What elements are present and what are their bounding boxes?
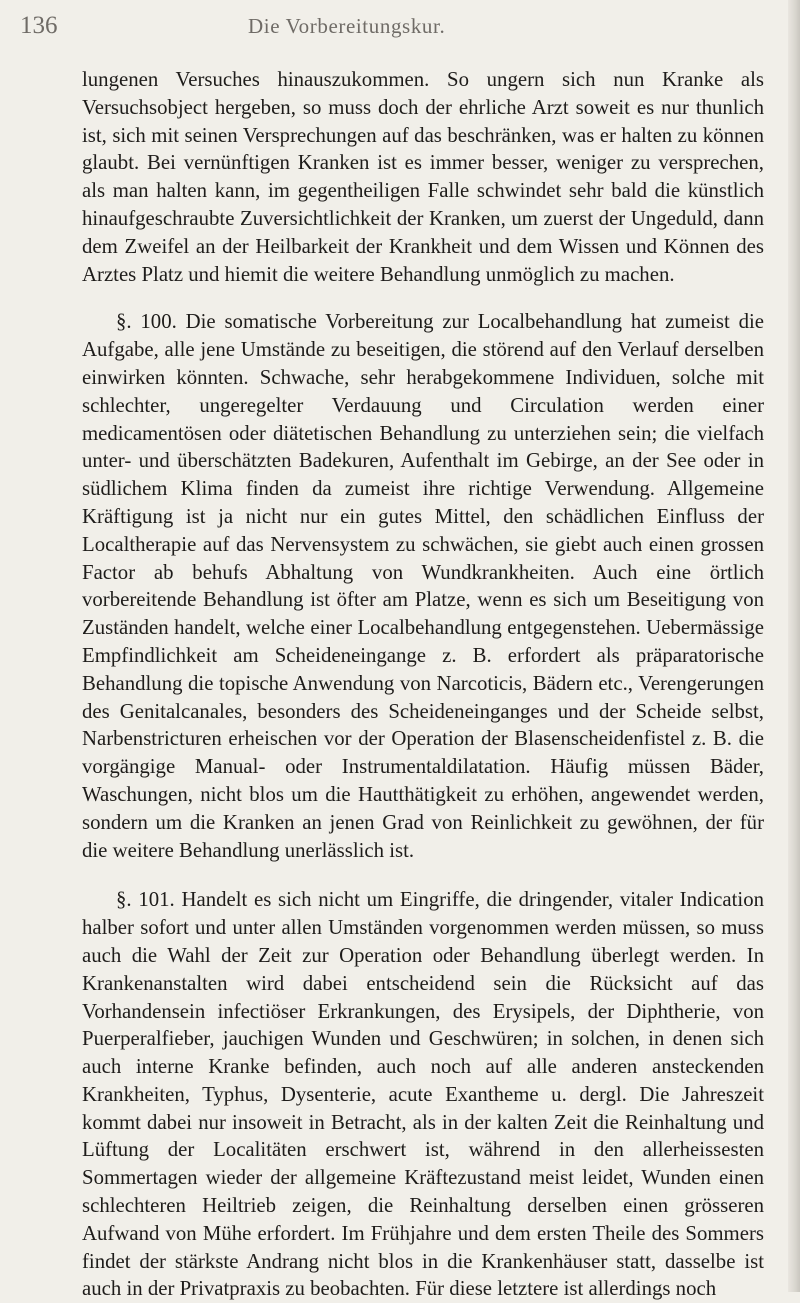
paragraph-section-101: §. 101. Handelt es sich nicht um Eingriffe, die dringender, vitaler Indication halber sofort und unter allen Umständen vorgenommen werden müssen, so muss auch die Wahl der Zeit zur Operation oder Behandlung überlegt werden. In Krankenanstalten wird dabei entscheidend sein die Rücksicht auf das Vorhandensein infectiöser Erkrankungen, des Erysipels, der Diphtherie, von Puerperalfieber, jauchigen Wunden und Geschwüren; in solchen, in denen sich auch interne Kranke befinden, auch noch auf alle anderen ansteckenden Krankheiten, Typhus, Dysenterie, acute Exantheme u. dergl. Die Jahreszeit kommt dabei nur insoweit in Betracht, als in der kalten Zeit die Reinhaltung und Lüftung der Localitäten erschwert ist, während in den allerheissesten Sommertagen wieder der allgemeine Kräftezustand meist leidet, Wunden einen schlechteren Heiltrieb zeigen, die Reinhaltung derselben einen grösseren Aufwand von Mühe erfordert. Im Frühjahre und dem ersten Theile des Sommers findet der stärkste Andrang nicht blos in die Krankenhäuser statt, dasselbe ist auch in der Privatpraxis zu beobachten. Für diese letztere ist allerdings noch xyxy=(82,888,764,1301)
body-text xyxy=(82,66,764,1303)
running-head: Die Vorbereitungskur. xyxy=(248,14,446,38)
page-number: 136 xyxy=(20,12,58,39)
paragraph-section-100: §. 100. Die somatische Vorbereitung zur Localbehandlung hat zumeist die Aufgabe, alle jene Umstände zu beseitigen, die störend auf den Verlauf derselben einwirken könnten. Schwache, sehr herabgekommene Individuen, solche mit schlechter, ungeregelter Verdauung und Circulation werden einer medicamentösen oder diätetischen Behandlung zu unterziehen sein; die vielfach unter- und überschätzten Badekuren, Aufenthalt im Gebirge, an der See oder in südlichem Klima finden da zumeist ihre richtige Verwendung. Allgemeine Kräftigung ist ja nicht nur ein gutes Mittel, den schädlichen Einfluss der Localtherapie auf das Nervensystem zu schwächen, sie giebt auch einen grossen Factor ab behufs Abhaltung von Wundkrankheiten. Auch eine örtlich vorbereitende Behandlung ist öfter am Platze, wenn es sich um Beseitigung von Zuständen handelt, welche einer Localbehandlung entgegenstehen. Uebermässige Empfindlichkeit am Scheideneingange z. B. erfordert als präparatorische Behandlung die topische Anwendung von Narcoticis, Bädern etc., Verengerungen des Genitalcanales, besonders des Scheideneinganges und der Scheide selbst, Narbenstricturen erheischen vor der Operation der Blasenscheidenfistel z. B. die vorgängige Manual- oder Instrumentaldilatation. Häufig müssen Bäder, Waschungen, nicht blos um die Hautthätigkeit zu erhöhen, angewendet werden, sondern um die Kranken an jenen Grad von Reinlichkeit zu gewöhnen, der für die weitere Behandlung unerlässlich ist. xyxy=(82,310,764,862)
page-edge-shadow xyxy=(788,0,800,1292)
page-header xyxy=(20,12,780,46)
paragraph-continuation: lungenen Versuches hinauszukommen. So ungern sich nun Kranke als Versuchsobject hergeben, so muss doch der ehrliche Arzt soweit es nur thunlich ist, sich mit seinen Versprechungen auf das beschränken, was er halten zu können glaubt. Bei vernünftigen Kranken ist es immer besser, weniger zu versprechen, als man halten kann, im gegentheiligen Falle schwindet sehr bald die künstlich hinaufgeschraubte Zuversichtlichkeit der Kranken, um zuerst der Ungeduld, dann dem Zweifel an der Heilbarkeit der Krankheit und dem Wissen und Können des Arztes Platz und hiemit die weitere Behandlung unmöglich zu machen. xyxy=(82,68,764,286)
